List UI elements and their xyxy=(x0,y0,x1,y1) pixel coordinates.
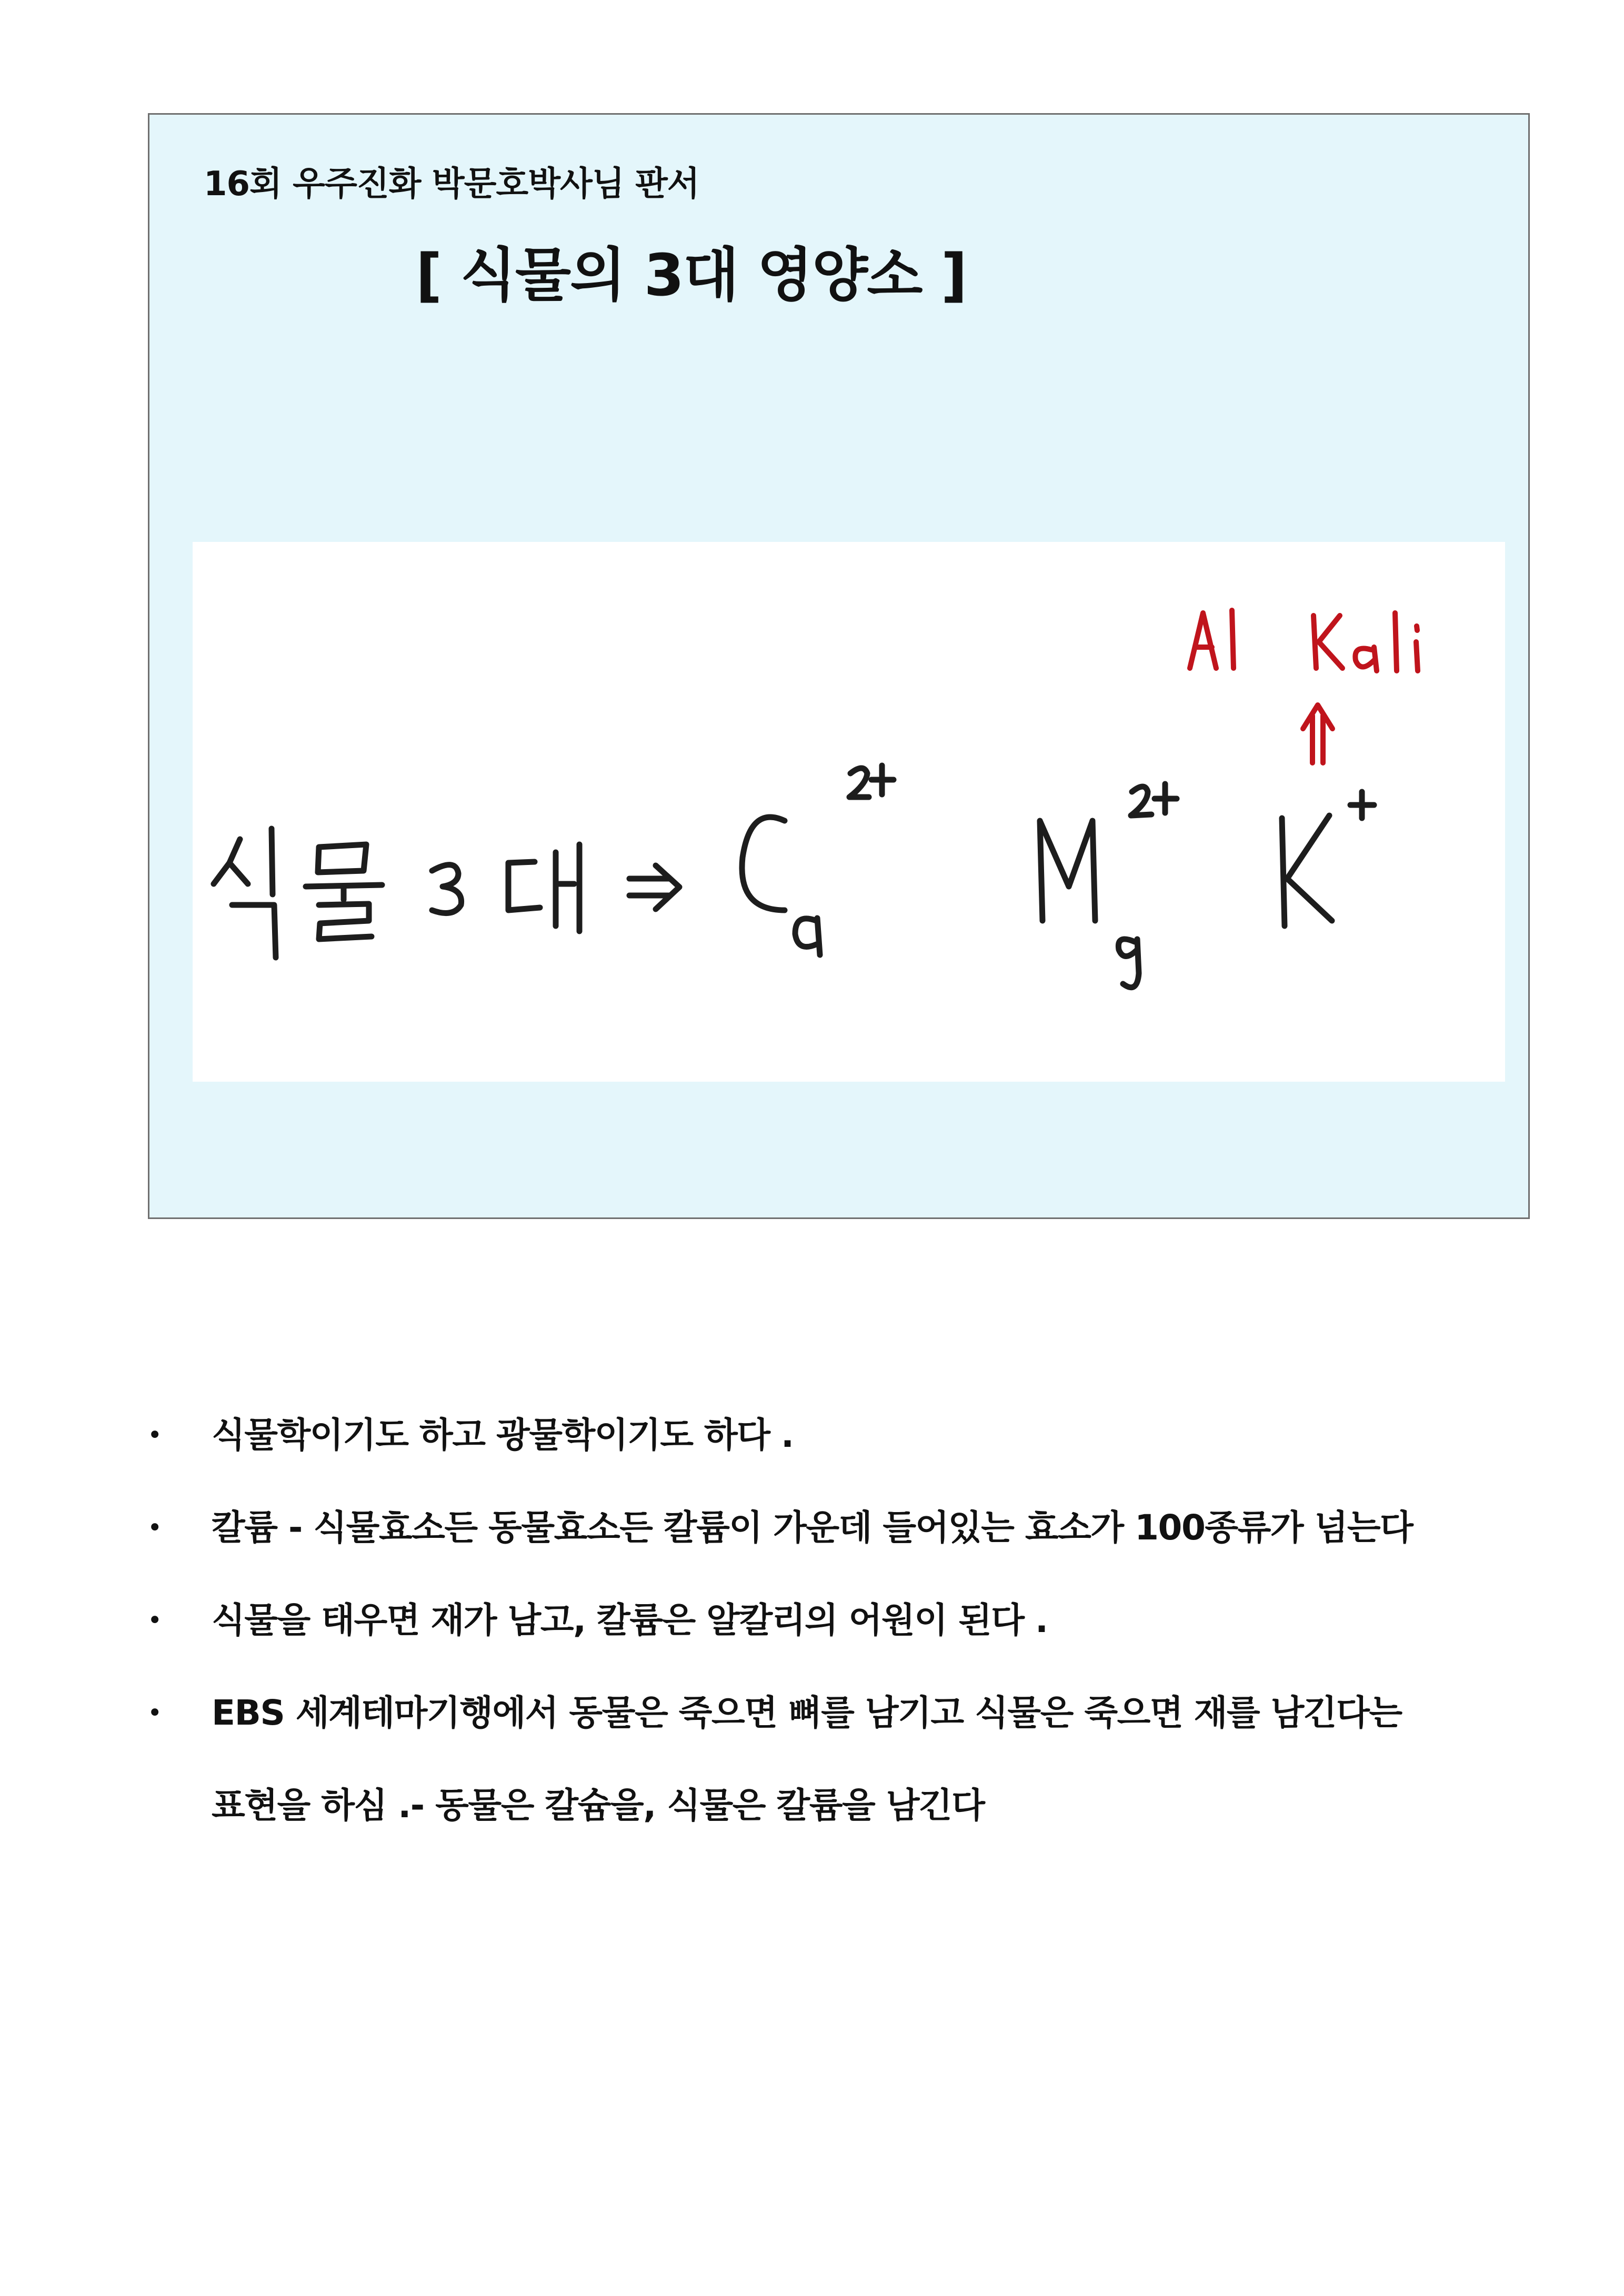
handwritten-mul xyxy=(306,844,382,939)
handwritten-board-image xyxy=(193,542,1505,1082)
bullet-text: EBS 세계테마기행에서 동물은 죽으면 뼈를 남기고 식물은 죽으면 재를 남긴다는 xyxy=(212,1693,1402,1733)
bullet-item xyxy=(141,1389,1562,1482)
bullet-dot: • xyxy=(147,1698,162,1728)
bullet-dot: • xyxy=(147,1606,162,1635)
bullet-item xyxy=(141,1574,1562,1667)
handwritten-sik xyxy=(214,829,276,958)
slide-subtitle: 16회 우주진화 박문호박사님 판서 xyxy=(204,165,699,204)
bullet-item xyxy=(141,1667,1562,1852)
handwritten-3 xyxy=(432,865,462,913)
handwritten-dae xyxy=(508,844,579,931)
bullet-text: 식물학이기도 하고 광물학이기도 하다 . xyxy=(212,1415,794,1455)
bullet-list xyxy=(141,1389,1562,1852)
bullet-dot: • xyxy=(147,1513,162,1543)
bullet-text-continued: 표현을 하심 .- 동물은 칼슘을, 식물은 칼륨을 남긴다 xyxy=(212,1785,985,1826)
handwritten-al-kali xyxy=(1190,610,1418,671)
bullet-item xyxy=(141,1482,1562,1574)
red-up-arrow xyxy=(1303,705,1332,763)
handwritten-mg xyxy=(1040,784,1177,988)
handwritten-k xyxy=(1282,792,1374,926)
handwritten-arrow xyxy=(629,865,679,909)
handwritten-ca xyxy=(742,766,894,955)
bullet-text: 식물을 태우면 재가 남고, 칼륨은 알칼리의 어원이 된다 . xyxy=(212,1600,1048,1640)
bullet-dot: • xyxy=(147,1421,162,1450)
slide-title: [ 식물의 3대 영양소 ] xyxy=(416,241,967,309)
bullet-text: 칼륨 - 식물효소든 동물효소든 칼륨이 가운데 들어있는 효소가 100종류가 넘는다 xyxy=(212,1507,1413,1548)
board-drawing xyxy=(193,542,1505,1082)
